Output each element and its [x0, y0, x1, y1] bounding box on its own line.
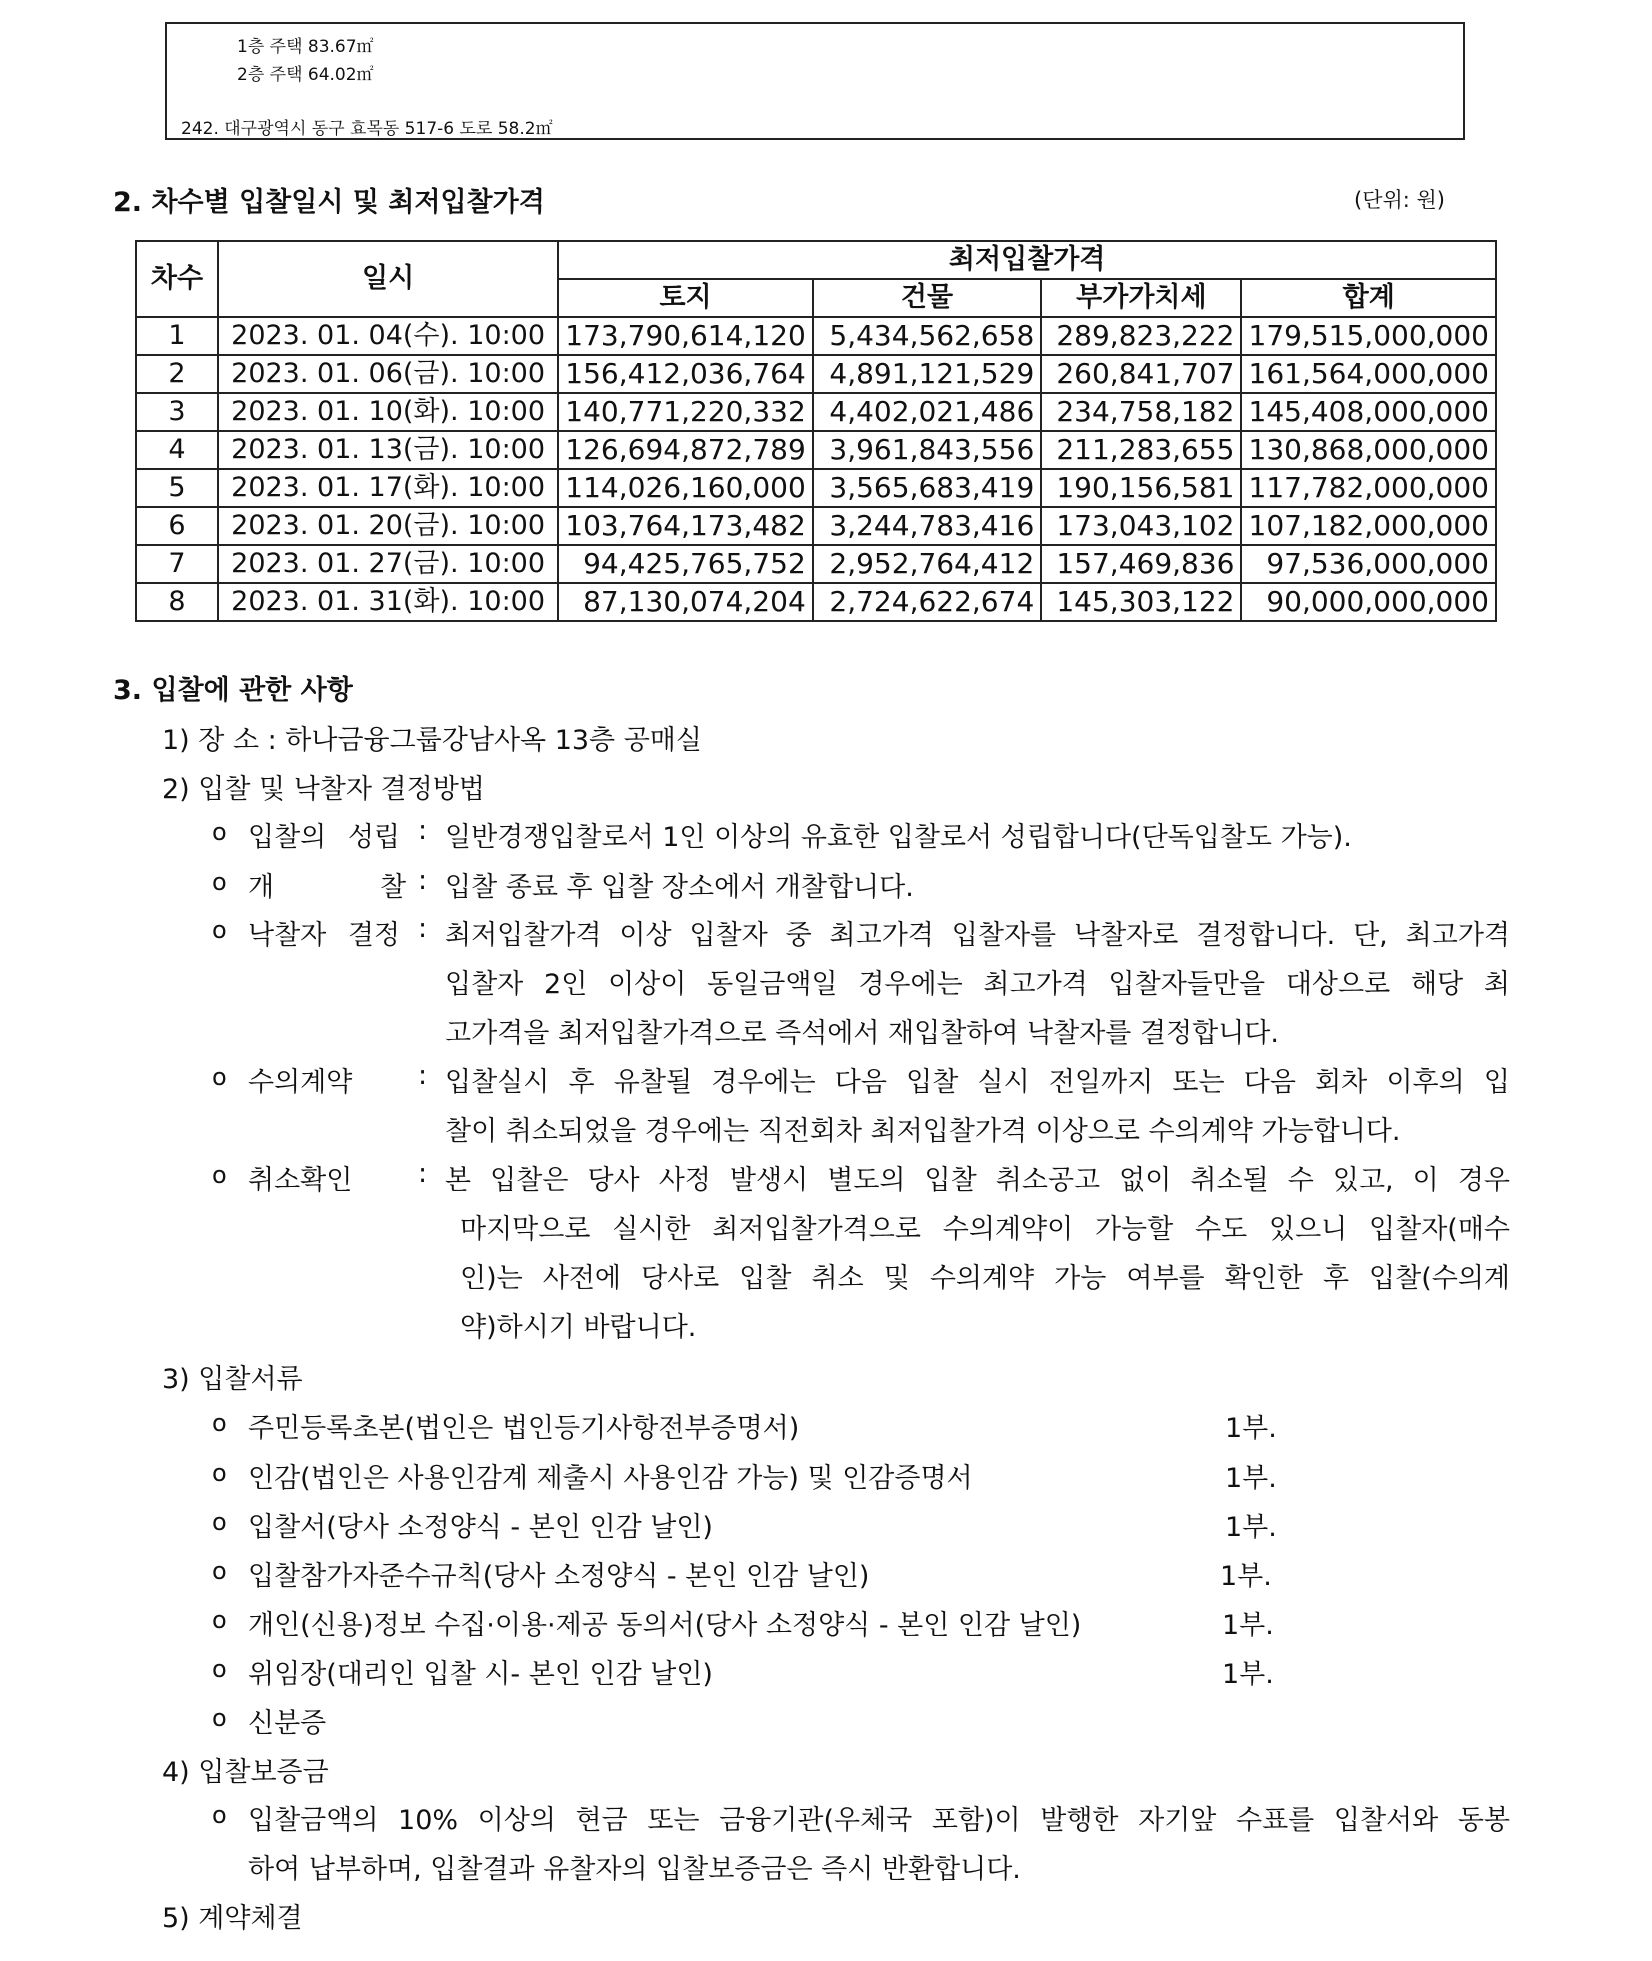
table-row [136, 431, 1496, 469]
bullet-icon: o [212, 1557, 227, 1585]
establish-label: 입찰의 성립 [248, 822, 400, 853]
colon: : [418, 913, 428, 944]
floor2-housing: 2층 주택 64.02㎡ [237, 65, 374, 85]
road-parcel: 242. 대구광역시 동구 효목동 517-6 도로 58.2㎡ [181, 119, 553, 139]
table-row [136, 507, 1496, 545]
table-row [136, 583, 1496, 621]
deposit-line: 하여 납부하며, 입찰결과 유찰자의 입찰보증금은 즉시 반환합니다. [248, 1854, 1021, 1885]
cancel-confirm-line: 본 입찰은 당사 사정 발생시 별도의 입찰 취소공고 없이 취소될 수 있고, 이 경우 [445, 1165, 1510, 1196]
document-name: 개인(신용)정보 수집·이용·제공 동의서(당사 소정양식 - 본인 인감 날인) [248, 1610, 1082, 1641]
document-name: 입찰참가자준수규칙(당사 소정양식 - 본인 인감 날인) [248, 1561, 870, 1592]
table-row [136, 317, 1496, 355]
header-round: 차수 [136, 241, 218, 317]
date-cell: 2023. 01. 10(화). 10:00 [218, 393, 558, 431]
header-min-price: 최저입찰가격 [558, 241, 1496, 279]
vat-cell: 260,841,707 [1041, 355, 1241, 393]
establish-text: 일반경쟁입찰로서 1인 이상의 유효한 입찰로서 성립합니다(단독입찰도 가능). [445, 822, 1352, 853]
bullet-icon: o [212, 1655, 227, 1683]
land-cell: 156,412,036,764 [558, 355, 812, 393]
document-name: 입찰서(당사 소정양식 - 본인 인감 날인) [248, 1512, 713, 1543]
header-building: 건물 [813, 279, 1042, 317]
section2-title: 2. 차수별 입찰일시 및 최저입찰가격 [113, 187, 545, 218]
building-cell: 4,891,121,529 [813, 355, 1042, 393]
building-cell: 5,434,562,658 [813, 317, 1042, 355]
bullet-icon: o [212, 1606, 227, 1634]
winner-line: 입찰자 2인 이상이 동일금액일 경우에는 최고가격 입찰자들만을 대상으로 해당 최 [445, 969, 1510, 1000]
document-name: 인감(법인은 사용인감계 제출시 사용인감 가능) 및 인감증명서 [248, 1463, 973, 1494]
vat-cell: 173,043,102 [1041, 507, 1241, 545]
round-cell: 8 [136, 583, 218, 621]
bullet-icon: o [212, 818, 227, 846]
contract-heading: 5) 계약체결 [162, 1903, 303, 1934]
header-total: 합계 [1241, 279, 1496, 317]
decision-method-heading: 2) 입찰 및 낙찰자 결정방법 [162, 774, 485, 805]
cancel-confirm-line: 약)하시기 바랍니다. [460, 1312, 697, 1343]
colon: : [418, 1060, 428, 1091]
document-qty: 1부. [1220, 1561, 1272, 1592]
total-cell: 161,564,000,000 [1241, 355, 1496, 393]
cancel-confirm-label: 취소확인 [248, 1165, 353, 1196]
bullet-icon: o [212, 1508, 227, 1536]
bid-schedule-table [135, 240, 1497, 622]
opening-label-b: 찰 [380, 872, 407, 903]
document-qty: 1부. [1222, 1659, 1274, 1690]
round-cell: 6 [136, 507, 218, 545]
deposit-line: 입찰금액의 10% 이상의 현금 또는 금융기관(우체국 포함)이 발행한 자기앞 수표를 입찰서와 동봉 [248, 1805, 1510, 1836]
vat-cell: 157,469,836 [1041, 545, 1241, 583]
date-cell: 2023. 01. 06(금). 10:00 [218, 355, 558, 393]
vat-cell: 234,758,182 [1041, 393, 1241, 431]
place-item: 1) 장 소 : 하나금융그룹강남사옥 13층 공매실 [162, 725, 702, 756]
land-cell: 140,771,220,332 [558, 393, 812, 431]
total-cell: 145,408,000,000 [1241, 393, 1496, 431]
header-datetime: 일시 [218, 241, 558, 317]
bullet-icon: o [212, 1801, 227, 1829]
table-row [136, 545, 1496, 583]
land-cell: 126,694,872,789 [558, 431, 812, 469]
document-name: 주민등록초본(법인은 법인등기사항전부증명서) [248, 1413, 800, 1444]
building-cell: 4,402,021,486 [813, 393, 1042, 431]
building-cell: 3,565,683,419 [813, 469, 1042, 507]
winner-line: 고가격을 최저입찰가격으로 즉석에서 재입찰하여 낙찰자를 결정합니다. [445, 1018, 1279, 1049]
property-info-box [165, 22, 1465, 140]
private-contract-line: 찰이 취소되었을 경우에는 직전회차 최저입찰가격 이상으로 수의계약 가능합니다. [445, 1116, 1401, 1147]
land-cell: 103,764,173,482 [558, 507, 812, 545]
document-name: 신분증 [248, 1708, 327, 1739]
building-cell: 2,952,764,412 [813, 545, 1042, 583]
document-qty: 1부. [1225, 1413, 1277, 1444]
round-cell: 5 [136, 469, 218, 507]
winner-label: 낙찰자 결정 [248, 920, 400, 951]
date-cell: 2023. 01. 17(화). 10:00 [218, 469, 558, 507]
land-cell: 94,425,765,752 [558, 545, 812, 583]
colon: : [418, 815, 428, 846]
vat-cell: 289,823,222 [1041, 317, 1241, 355]
vat-cell: 211,283,655 [1041, 431, 1241, 469]
date-cell: 2023. 01. 04(수). 10:00 [218, 317, 558, 355]
bullet-icon: o [212, 1161, 227, 1189]
bullet-icon: o [212, 1409, 227, 1437]
bullet-icon: o [212, 1459, 227, 1487]
total-cell: 130,868,000,000 [1241, 431, 1496, 469]
land-cell: 87,130,074,204 [558, 583, 812, 621]
land-cell: 114,026,160,000 [558, 469, 812, 507]
header-land: 토지 [558, 279, 812, 317]
total-cell: 179,515,000,000 [1241, 317, 1496, 355]
building-cell: 3,244,783,416 [813, 507, 1042, 545]
round-cell: 7 [136, 545, 218, 583]
floor1-housing: 1층 주택 83.67㎡ [237, 37, 374, 57]
bullet-icon: o [212, 916, 227, 944]
land-cell: 173,790,614,120 [558, 317, 812, 355]
date-cell: 2023. 01. 13(금). 10:00 [218, 431, 558, 469]
vat-cell: 145,303,122 [1041, 583, 1241, 621]
document-name: 위임장(대리인 입찰 시- 본인 인감 날인) [248, 1659, 713, 1690]
document-qty: 1부. [1225, 1512, 1277, 1543]
opening-text: 입찰 종료 후 입찰 장소에서 개찰합니다. [445, 872, 914, 903]
vat-cell: 190,156,581 [1041, 469, 1241, 507]
bullet-icon: o [212, 1704, 227, 1732]
table-row [136, 393, 1496, 431]
private-contract-line: 입찰실시 후 유찰될 경우에는 다음 입찰 실시 전일까지 또는 다음 회차 이후의 입 [445, 1067, 1510, 1098]
building-cell: 2,724,622,674 [813, 583, 1042, 621]
documents-heading: 3) 입찰서류 [162, 1364, 303, 1395]
document-qty: 1부. [1225, 1463, 1277, 1494]
round-cell: 2 [136, 355, 218, 393]
colon: : [418, 865, 428, 896]
round-cell: 4 [136, 431, 218, 469]
building-cell: 3,961,843,556 [813, 431, 1042, 469]
total-cell: 97,536,000,000 [1241, 545, 1496, 583]
table-row [136, 355, 1496, 393]
private-contract-label: 수의계약 [248, 1067, 353, 1098]
round-cell: 1 [136, 317, 218, 355]
opening-label-a: 개 [248, 872, 275, 903]
date-cell: 2023. 01. 31(화). 10:00 [218, 583, 558, 621]
date-cell: 2023. 01. 27(금). 10:00 [218, 545, 558, 583]
total-cell: 117,782,000,000 [1241, 469, 1496, 507]
round-cell: 3 [136, 393, 218, 431]
total-cell: 107,182,000,000 [1241, 507, 1496, 545]
deposit-heading: 4) 입찰보증금 [162, 1757, 329, 1788]
total-cell: 90,000,000,000 [1241, 583, 1496, 621]
date-cell: 2023. 01. 20(금). 10:00 [218, 507, 558, 545]
unit-label: (단위: 원) [1354, 188, 1445, 212]
colon: : [418, 1158, 428, 1189]
header-vat: 부가가치세 [1041, 279, 1241, 317]
winner-line: 최저입찰가격 이상 입찰자 중 최고가격 입찰자를 낙찰자로 결정합니다. 단, 최고가격 [445, 920, 1510, 951]
cancel-confirm-line: 인)는 사전에 당사로 입찰 취소 및 수의계약 가능 여부를 확인한 후 입찰(수의계 [460, 1263, 1510, 1294]
section3-title: 3. 입찰에 관한 사항 [113, 675, 353, 706]
bullet-icon: o [212, 1063, 227, 1091]
bullet-icon: o [212, 868, 227, 896]
table-row [136, 469, 1496, 507]
cancel-confirm-line: 마지막으로 실시한 최저입찰가격으로 수의계약이 가능할 수도 있으니 입찰자(매수 [460, 1214, 1510, 1245]
document-qty: 1부. [1222, 1610, 1274, 1641]
